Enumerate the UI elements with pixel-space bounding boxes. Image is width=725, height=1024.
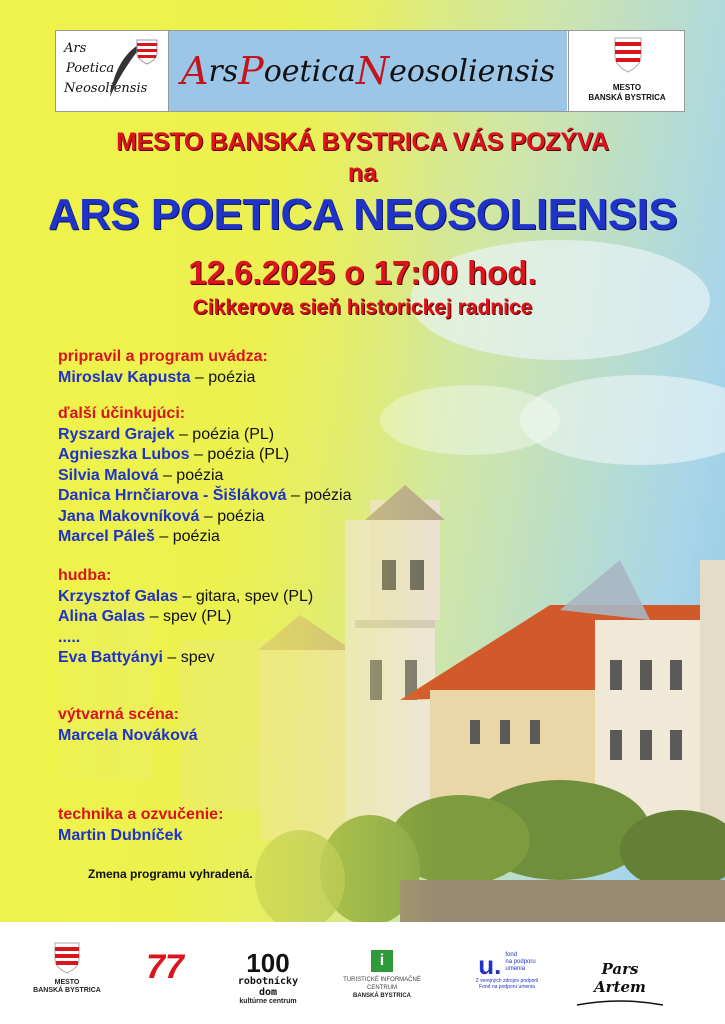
program-note: Zmena programu vyhradená.	[88, 867, 253, 881]
fpu-s2: Fond na podporu umenia	[479, 984, 535, 990]
ars-poetica-logo	[56, 31, 169, 111]
event-title: ARS POETICA NEOSOLIENSIS	[47, 190, 678, 239]
performer-role: – poézia	[190, 368, 256, 386]
performer-name: Silvia Malová	[58, 466, 159, 484]
performer-row	[58, 466, 352, 487]
performer-role: – poézia	[199, 507, 265, 525]
title-part-eosoliensis: eosoliensis	[389, 53, 556, 89]
anniversary-number: 77	[146, 948, 184, 986]
program-tech	[58, 805, 223, 846]
performer-row	[58, 445, 352, 466]
coat-of-arms-icon	[136, 39, 158, 65]
performer-row	[58, 607, 313, 628]
pars-artem-logo	[575, 960, 665, 1014]
fpu-s1: Z verejných zdrojov podporil	[475, 978, 539, 984]
art-heading: výtvarná scéna:	[58, 706, 179, 723]
performer-role: – poézia	[286, 487, 352, 504]
performer-role: – poézia	[158, 466, 224, 484]
robotnicky-number: 100	[246, 948, 290, 978]
program-others	[58, 404, 352, 548]
art-name: Marcela Nováková	[58, 726, 198, 744]
performer-name: Agnieszka Lubos	[58, 446, 190, 463]
header-banner	[55, 30, 685, 112]
logo-text-ars: Ars	[64, 41, 87, 56]
tech-heading: technika a ozvučenie:	[58, 806, 224, 823]
program-art	[58, 705, 198, 746]
footer-sponsors	[0, 922, 725, 1024]
footer-mesto-text: MESTO	[54, 979, 80, 986]
swoosh-icon	[575, 999, 665, 1009]
performer-name: Krzysztof Galas	[58, 587, 179, 605]
title-cap-p: P	[238, 49, 264, 93]
title-cap-n: N	[355, 49, 390, 93]
fpu-t1: fond	[505, 952, 518, 958]
program-prepared	[58, 347, 268, 388]
robotnicky-dom-logo	[228, 950, 308, 1006]
event-date: 12.6.2025 o 17:00 hod.	[188, 254, 537, 291]
performer-row	[58, 507, 352, 528]
performer-row	[58, 587, 313, 608]
performer-name: Danica Hrnčiarova - Šišláková	[58, 487, 287, 504]
performer-role: – poézia (PL)	[174, 425, 275, 443]
performer-row	[58, 425, 352, 446]
performer-name: Miroslav Kapusta	[58, 368, 191, 386]
invite-na: na	[347, 159, 378, 187]
music-heading: hudba:	[58, 567, 112, 584]
mesto-bb-logo	[568, 31, 685, 111]
mesto-label: MESTO	[612, 83, 642, 92]
tic-line1: TURISTICKÉ INFORMAČNÉ CENTRUM	[343, 977, 421, 991]
title-cap-a: A	[180, 49, 209, 93]
performer-role: – spev	[162, 649, 215, 666]
performer-name: Eva Battyányi	[58, 649, 163, 666]
footer-mesto-logo	[32, 942, 102, 995]
robotnicky-name: robotnícky dom	[237, 976, 299, 998]
tech-name: Martin Dubníček	[58, 826, 183, 844]
footer-bb-text: BANSKÁ BYSTRICA	[33, 987, 101, 994]
fpu-t2: na podporu	[505, 959, 536, 965]
others-heading: ďalší účinkujúci:	[58, 405, 186, 422]
prepared-heading: pripravil a program uvádza:	[58, 348, 268, 365]
performer-row	[58, 486, 352, 507]
performer-name: Ryszard Grajek	[58, 425, 175, 443]
coat-of-arms-icon	[614, 37, 642, 73]
performer-role: – spev (PL)	[145, 608, 232, 625]
pars-artem-text: Pars Artem	[594, 960, 646, 996]
title-part-oetica: oetica	[263, 53, 356, 89]
fpu-t3: umenia	[505, 966, 526, 972]
banska-bystrica-label: BANSKÁ BYSTRICA	[588, 93, 666, 102]
performer-role: – poézia	[154, 528, 220, 545]
coat-of-arms-icon	[54, 942, 80, 974]
tic-line2: BANSKÁ BYSTRICA	[352, 993, 411, 999]
ellipsis: .....	[58, 628, 81, 646]
performer-row	[58, 368, 268, 389]
invite-line: MESTO BANSKÁ BYSTRICA VÁS POZÝVA	[116, 128, 609, 156]
performer-role: – poézia (PL)	[189, 446, 290, 463]
program-music	[58, 566, 313, 669]
title-part-rs: rs	[208, 53, 239, 89]
performer-role: – gitara, spev (PL)	[178, 587, 314, 605]
anniversary-logo	[140, 950, 190, 984]
performer-name: Alina Galas	[58, 608, 146, 625]
performer-row	[58, 648, 313, 669]
header-title	[169, 31, 567, 111]
logo-text-poetica: Poetica	[66, 61, 115, 76]
info-icon: i	[371, 950, 393, 972]
logo-text-neosoliensis: Neosoliensis	[64, 81, 148, 96]
robotnicky-sub: kultúrne centrum	[239, 998, 297, 1005]
event-venue: Cikkerova sieň historickej radnice	[192, 296, 533, 319]
performer-name: Marcel Páleš	[58, 528, 155, 545]
fpu-logo	[462, 952, 552, 990]
tic-logo	[332, 942, 432, 1000]
performer-row	[58, 527, 352, 548]
fpu-letter: u.	[478, 950, 502, 980]
performer-name: Jana Makovníková	[58, 507, 200, 525]
